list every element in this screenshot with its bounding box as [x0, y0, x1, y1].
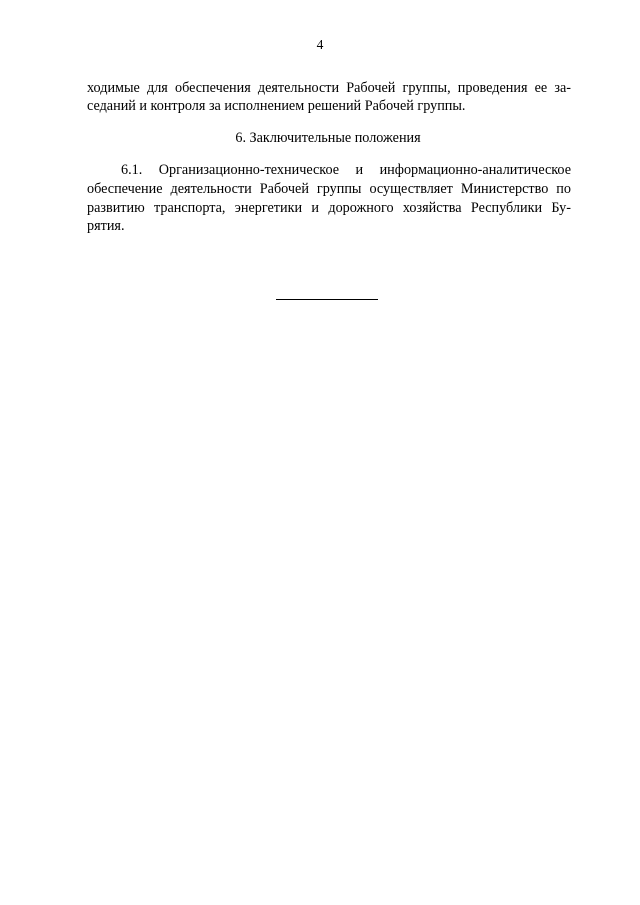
section-heading: 6. Заключительные положения — [235, 130, 421, 146]
paragraph-line-1: 6.1. Организационно-техническое и информационно-аналитическое — [121, 162, 571, 178]
paragraph-line-3: развитию транспорта, энергетики и дорожного хозяйства Республики Бу- — [87, 200, 571, 216]
page-number: 4 — [316, 37, 324, 52]
paragraph-line-2: обеспечение деятельности Рабочей группы осуществляет Министерство по — [87, 181, 571, 197]
end-of-document-rule — [276, 299, 378, 300]
continuation-line-1: ходимые для обеспечения деятельности Рабочей группы, проведения ее за- — [87, 80, 571, 96]
paragraph-line-4: рятия. — [87, 218, 125, 234]
continuation-line-2: седаний и контроля за исполнением решений Рабочей группы. — [87, 98, 466, 114]
